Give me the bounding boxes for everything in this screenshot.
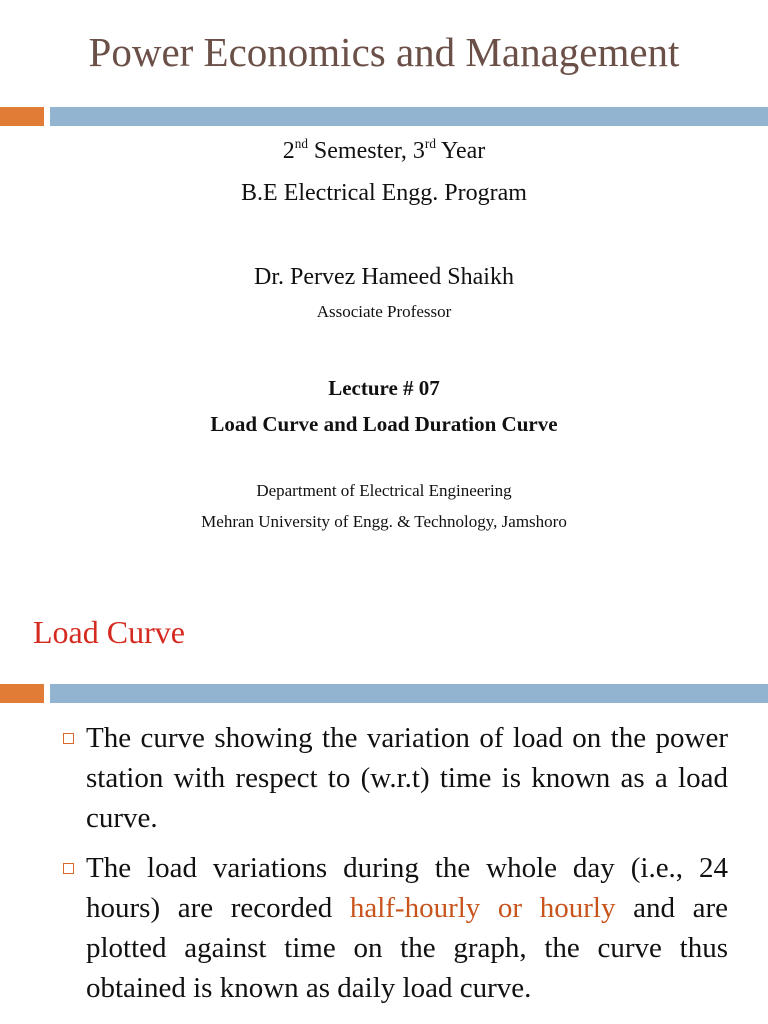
year-suffix: rd	[424, 135, 436, 151]
square-bullet-icon	[63, 733, 74, 744]
program-line: B.E Electrical Engg. Program	[241, 180, 527, 206]
lecture-number: Lecture # 07	[328, 376, 440, 400]
divider-orange-segment	[0, 107, 44, 126]
semester-number: 2	[282, 138, 295, 164]
year-number: 3	[412, 138, 425, 164]
lecture-topic: Load Curve and Load Duration Curve	[210, 412, 558, 436]
semester-word: Semester,	[307, 138, 413, 164]
content-slide	[0, 580, 768, 1024]
semester-line	[0, 135, 768, 165]
divider-blue-segment	[50, 107, 768, 126]
heading-divider	[0, 684, 768, 703]
square-bullet-icon	[63, 863, 74, 874]
bullet-text	[86, 848, 728, 1008]
year-word: Year	[435, 138, 486, 164]
instructor-name: Dr. Pervez Hameed Shaikh	[254, 264, 514, 290]
divider-blue-segment	[50, 684, 768, 703]
bullet-text-start: The load variations during the whole day (i.e., 24 hours) are recorded	[86, 852, 728, 924]
bullet-text: The curve showing the variation of load on the power station with respect to (w.r.t) time is known as a load curve.	[86, 722, 728, 834]
instructor-title: Associate Professor	[316, 302, 452, 321]
department-name: Department of Electrical Engineering	[256, 481, 512, 500]
university-name: Mehran University of Engg. & Technology, Jamshoro	[201, 512, 567, 531]
highlighted-phrase: half-hourly or hourly	[349, 892, 616, 924]
bullet-text-end: and are plotted against time on the graph, the curve thus obtained is known as daily load curve.	[86, 892, 728, 1004]
slide-heading: Load Curve	[33, 614, 185, 650]
title-divider	[0, 107, 768, 126]
course-title: Power Economics and Management	[88, 29, 680, 75]
semester-suffix: nd	[294, 135, 308, 151]
divider-orange-segment	[0, 684, 44, 703]
